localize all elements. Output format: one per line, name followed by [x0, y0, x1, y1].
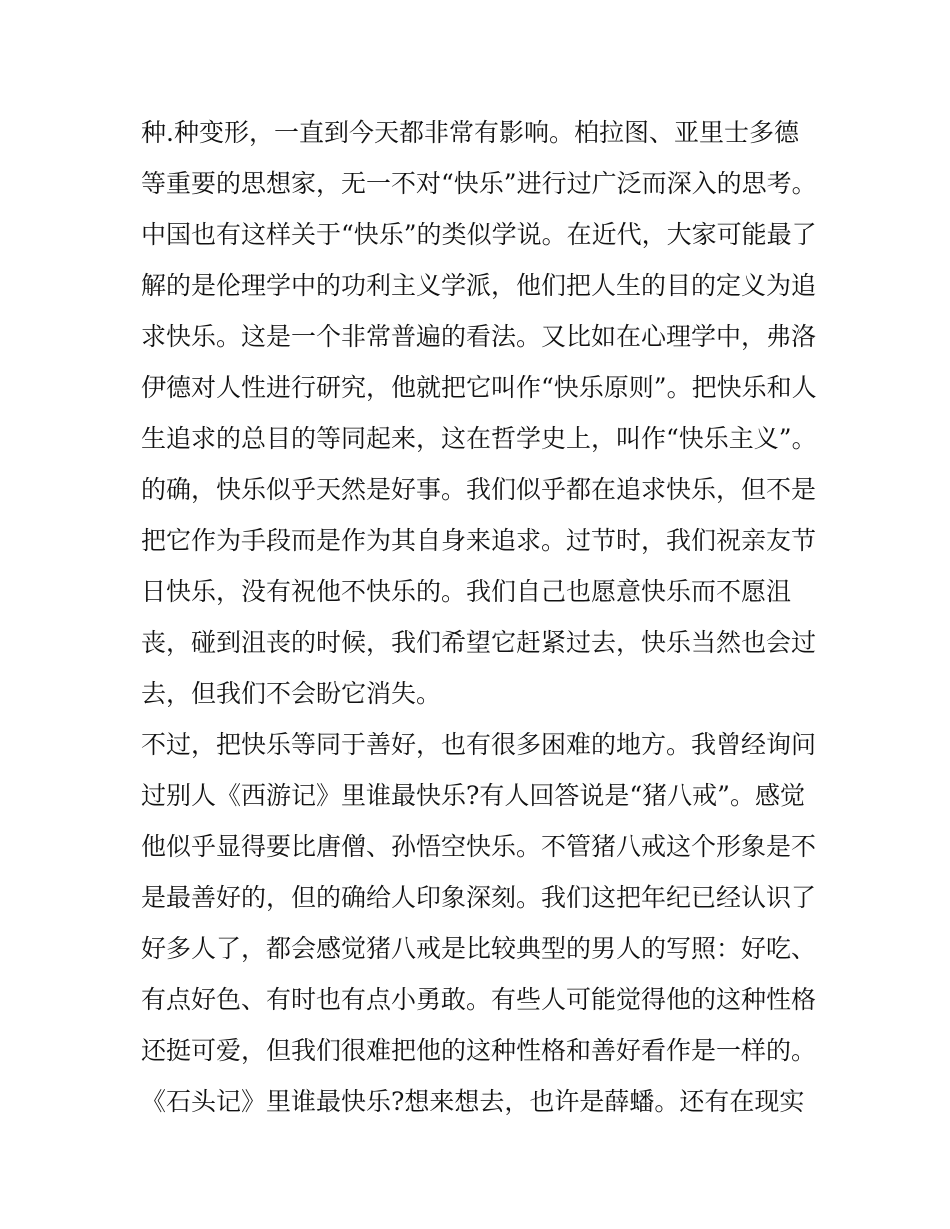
text-line: 解的是伦理学中的功利主义学派，他们把人生的目的定义为追 — [141, 271, 817, 300]
text-line: 过别人《西游记》里谁最快乐?有人回答说是“猪八戒”。感觉 — [141, 781, 805, 810]
text-line: 生追求的总目的等同起来，这在哲学史上，叫作“快乐主义”。 — [141, 424, 817, 453]
text-line: 伊德对人性进行研究，他就把它叫作“快乐原则”。把快乐和人 — [141, 373, 817, 402]
text-line: 等重要的思想家，无一不对“快乐”进行过广泛而深入的思考。 — [141, 169, 817, 198]
text-line: 中国也有这样关于“快乐”的类似学说。在近代，大家可能最了 — [141, 220, 817, 249]
text-line: 把它作为手段而是作为其自身来追求。过节时，我们祝亲友节 — [141, 526, 817, 555]
text-line: 的确，快乐似乎天然是好事。我们似乎都在追求快乐，但不是 — [141, 475, 817, 504]
text-line: 不过，把快乐等同于善好，也有很多困难的地方。我曾经询问 — [141, 730, 817, 759]
text-line: 求快乐。这是一个非常普遍的看法。又比如在心理学中，弗洛 — [141, 322, 817, 351]
text-line: 是最善好的，但的确给人印象深刻。我们这把年纪已经认识了 — [141, 883, 817, 912]
text-line: 去，但我们不会盼它消失。 — [141, 679, 442, 708]
text-line: 他似乎显得要比唐僧、孙悟空快乐。不管猪八戒这个形象是不 — [141, 832, 817, 861]
text-line: 种.种变形，一直到今天都非常有影响。柏拉图、亚里士多德 — [141, 118, 799, 147]
text-line: 《石头记》里谁最快乐?想来想去，也许是薛蟠。还有在现实 — [141, 1087, 805, 1116]
text-line: 还挺可爱，但我们很难把他的这种性格和善好看作是一样的。 — [141, 1036, 817, 1065]
text-line: 好多人了，都会感觉猪八戒是比较典型的男人的写照：好吃、 — [141, 934, 817, 963]
body-text — [141, 107, 821, 1127]
text-line: 丧，碰到沮丧的时候，我们希望它赶紧过去，快乐当然也会过 — [141, 628, 817, 657]
text-line: 日快乐，没有祝他不快乐的。我们自己也愿意快乐而不愿沮 — [141, 577, 792, 606]
text-line: 有点好色、有时也有点小勇敢。有些人可能觉得他的这种性格 — [141, 985, 817, 1014]
